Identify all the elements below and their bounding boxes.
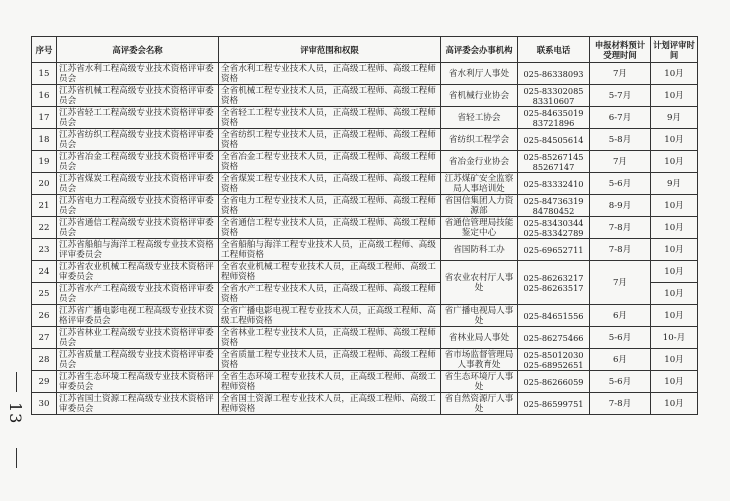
row-number: 18	[32, 129, 57, 151]
page-number-bar-bottom	[16, 448, 17, 468]
contact-phone: 025-86599751	[518, 393, 590, 415]
table-row	[32, 371, 698, 393]
review-scope: 全省广播电影电视工程专业技术人员，正高级工程师、高级工程师资格	[219, 305, 441, 327]
row-number: 20	[32, 173, 57, 195]
accept-time: 7月	[590, 63, 651, 85]
header-name: 高评委会名称	[57, 37, 219, 63]
contact-phone: 025-83332410	[518, 173, 590, 195]
row-number: 30	[32, 393, 57, 415]
committee-name: 江苏省生态环境工程高级专业技术资格评审委员会	[57, 371, 219, 393]
contact-phone: 025-85267145 85267147	[518, 151, 590, 173]
contact-phone: 025-83430344 025-83342789	[518, 217, 590, 239]
plan-time: 10月	[651, 63, 698, 85]
plan-time: 10月	[651, 85, 698, 107]
committee-name: 江苏省广播电影电视工程高级专业技术资格评审委员会	[57, 305, 219, 327]
row-number: 16	[32, 85, 57, 107]
plan-time: 10月	[651, 393, 698, 415]
page-number	[6, 372, 28, 467]
accept-time: 7-8月	[590, 239, 651, 261]
office-name: 江苏煤矿安全监察局人事培训处	[441, 173, 518, 195]
table-row	[32, 261, 698, 283]
contact-phone: 025-84505614	[518, 129, 590, 151]
header-office: 高评委会办事机构	[441, 37, 518, 63]
committee-name: 江苏省煤炭工程高级专业技术资格评审委员会	[57, 173, 219, 195]
committee-name: 江苏省林业工程高级专业技术资格评审委员会	[57, 327, 219, 349]
table-header-row	[32, 37, 698, 63]
table-row	[32, 173, 698, 195]
committee-name: 江苏省水利工程高级专业技术资格评审委员会	[57, 63, 219, 85]
office-name: 省轻工协会	[441, 107, 518, 129]
committee-name: 江苏省水产工程高级专业技术资格评审委员会	[57, 283, 219, 305]
plan-time: 10-月	[651, 327, 698, 349]
row-number: 24	[32, 261, 57, 283]
committee-name: 江苏省农业机械工程高级专业技术资格评审委员会	[57, 261, 219, 283]
table-row	[32, 305, 698, 327]
table-row	[32, 327, 698, 349]
review-scope: 全省冶金工程专业技术人员，正高级工程师、高级工程师资格	[219, 151, 441, 173]
contact-phone: 025-84736319 84780452	[518, 195, 590, 217]
contact-phone: 025-86338093	[518, 63, 590, 85]
row-number: 19	[32, 151, 57, 173]
table-row	[32, 107, 698, 129]
office-name: 省自然资源厅人事处	[441, 393, 518, 415]
row-number: 25	[32, 283, 57, 305]
table-row	[32, 239, 698, 261]
header-no: 序号	[32, 37, 57, 63]
office-name: 省机械行业协会	[441, 85, 518, 107]
plan-time: 10月	[651, 217, 698, 239]
table-row	[32, 151, 698, 173]
contact-phone: 025-84635019 83721896	[518, 107, 590, 129]
table-row	[32, 63, 698, 85]
plan-time: 10月	[651, 349, 698, 371]
committee-table	[31, 36, 698, 415]
contact-phone: 025-69652711	[518, 239, 590, 261]
review-scope: 全省船舶与海洋工程专业技术人员，正高级工程师、高级工程师资格	[219, 239, 441, 261]
committee-name: 江苏省通信工程高级专业技术资格评审委员会	[57, 217, 219, 239]
accept-time: 5-6月	[590, 371, 651, 393]
committee-name: 江苏省船舶与海洋工程高级专业技术资格评审委员会	[57, 239, 219, 261]
accept-time: 5-6月	[590, 327, 651, 349]
header-scope: 评审范围和权限	[219, 37, 441, 63]
accept-time: 5-7月	[590, 85, 651, 107]
row-number: 21	[32, 195, 57, 217]
review-scope: 全省国土资源工程专业技术人员，正高级工程师、高级工程师资格	[219, 393, 441, 415]
committee-name: 江苏省国土资源工程高级专业技术资格评审委员会	[57, 393, 219, 415]
accept-time: 6月	[590, 349, 651, 371]
page-number-bar-top	[16, 372, 17, 392]
office-name: 省广播电视局人事处	[441, 305, 518, 327]
header-plan-time: 计划评审时间	[651, 37, 698, 63]
contact-phone: 025-86275466	[518, 327, 590, 349]
row-number: 28	[32, 349, 57, 371]
contact-phone: 025-84651556	[518, 305, 590, 327]
review-scope: 全省质量工程专业技术人员，正高级工程师、高级工程师资格	[219, 349, 441, 371]
plan-time: 10月	[651, 239, 698, 261]
office-name: 省林业局人事处	[441, 327, 518, 349]
office-name: 省纺织工程学会	[441, 129, 518, 151]
review-scope: 全省林业工程专业技术人员，正高级工程师、高级工程师资格	[219, 327, 441, 349]
committee-name: 江苏省轻工工程高级专业技术资格评审委员会	[57, 107, 219, 129]
row-number: 17	[32, 107, 57, 129]
office-name: 省国防科工办	[441, 239, 518, 261]
accept-time: 5-8月	[590, 129, 651, 151]
row-number: 22	[32, 217, 57, 239]
committee-name: 江苏省电力工程高级专业技术资格评审委员会	[57, 195, 219, 217]
accept-time: 7月	[590, 261, 651, 305]
page-number-text: 13	[6, 402, 25, 425]
review-scope: 全省水产工程专业技术人员，正高级工程师、高级工程师资格	[219, 283, 441, 305]
review-scope: 全省通信工程专业技术人员，正高级工程师、高级工程师资格	[219, 217, 441, 239]
table-row	[32, 129, 698, 151]
office-name: 省冶金行业协会	[441, 151, 518, 173]
row-number: 23	[32, 239, 57, 261]
committee-name: 江苏省纺织工程高级专业技术资格评审委员会	[57, 129, 219, 151]
header-accept-time: 申报材料预计受理时间	[590, 37, 651, 63]
accept-time: 6月	[590, 305, 651, 327]
plan-time: 10月	[651, 371, 698, 393]
review-scope: 全省电力工程专业技术人员，正高级工程师、高级工程师资格	[219, 195, 441, 217]
review-scope: 全省机械工程专业技术人员，正高级工程师、高级工程师资格	[219, 85, 441, 107]
header-phone: 联系电话	[518, 37, 590, 63]
row-number: 15	[32, 63, 57, 85]
plan-time: 10月	[651, 305, 698, 327]
accept-time: 5-6月	[590, 173, 651, 195]
office-name: 省生态环境厅人事处	[441, 371, 518, 393]
contact-phone: 025-85012030 025-68952651	[518, 349, 590, 371]
office-name: 省农业农村厅人事处	[441, 261, 518, 305]
committee-name: 江苏省机械工程高级专业技术资格评审委员会	[57, 85, 219, 107]
table-row	[32, 195, 698, 217]
row-number: 29	[32, 371, 57, 393]
office-name: 省通信管理局技能鉴定中心	[441, 217, 518, 239]
accept-time: 7-8月	[590, 393, 651, 415]
contact-phone: 025-83302085 83310607	[518, 85, 590, 107]
committee-name: 江苏省冶金工程高级专业技术资格评审委员会	[57, 151, 219, 173]
committee-name: 江苏省质量工程高级专业技术资格评审委员会	[57, 349, 219, 371]
office-name: 省市场监督管理局人事教育处	[441, 349, 518, 371]
accept-time: 6-7月	[590, 107, 651, 129]
plan-time: 10月	[651, 195, 698, 217]
row-number: 26	[32, 305, 57, 327]
review-scope: 全省轻工工程专业技术人员，正高级工程师、高级工程师资格	[219, 107, 441, 129]
table-row	[32, 85, 698, 107]
plan-time: 9月	[651, 107, 698, 129]
table-row	[32, 349, 698, 371]
review-scope: 全省水利工程专业技术人员，正高级工程师、高级工程师资格	[219, 63, 441, 85]
plan-time: 10月	[651, 283, 698, 305]
office-name: 省水利厅人事处	[441, 63, 518, 85]
accept-time: 8-9月	[590, 195, 651, 217]
plan-time: 10月	[651, 151, 698, 173]
contact-phone: 025-86266059	[518, 371, 590, 393]
review-scope: 全省生态环境工程专业技术人员，正高级工程师、高级工程师资格	[219, 371, 441, 393]
row-number: 27	[32, 327, 57, 349]
plan-time: 9月	[651, 173, 698, 195]
review-scope: 全省农业机械工程专业技术人员，正高级工程师、高级工程师资格	[219, 261, 441, 283]
table-row	[32, 217, 698, 239]
plan-time: 10月	[651, 129, 698, 151]
table-row	[32, 393, 698, 415]
contact-phone: 025-86263217 025-86263517	[518, 261, 590, 305]
accept-time: 7-8月	[590, 217, 651, 239]
review-scope: 全省煤炭工程专业技术人员，正高级工程师、高级工程师资格	[219, 173, 441, 195]
review-scope: 全省纺织工程专业技术人员，正高级工程师、高级工程师资格	[219, 129, 441, 151]
plan-time: 10月	[651, 261, 698, 283]
office-name: 省国信集团人力资源部	[441, 195, 518, 217]
accept-time: 7月	[590, 151, 651, 173]
